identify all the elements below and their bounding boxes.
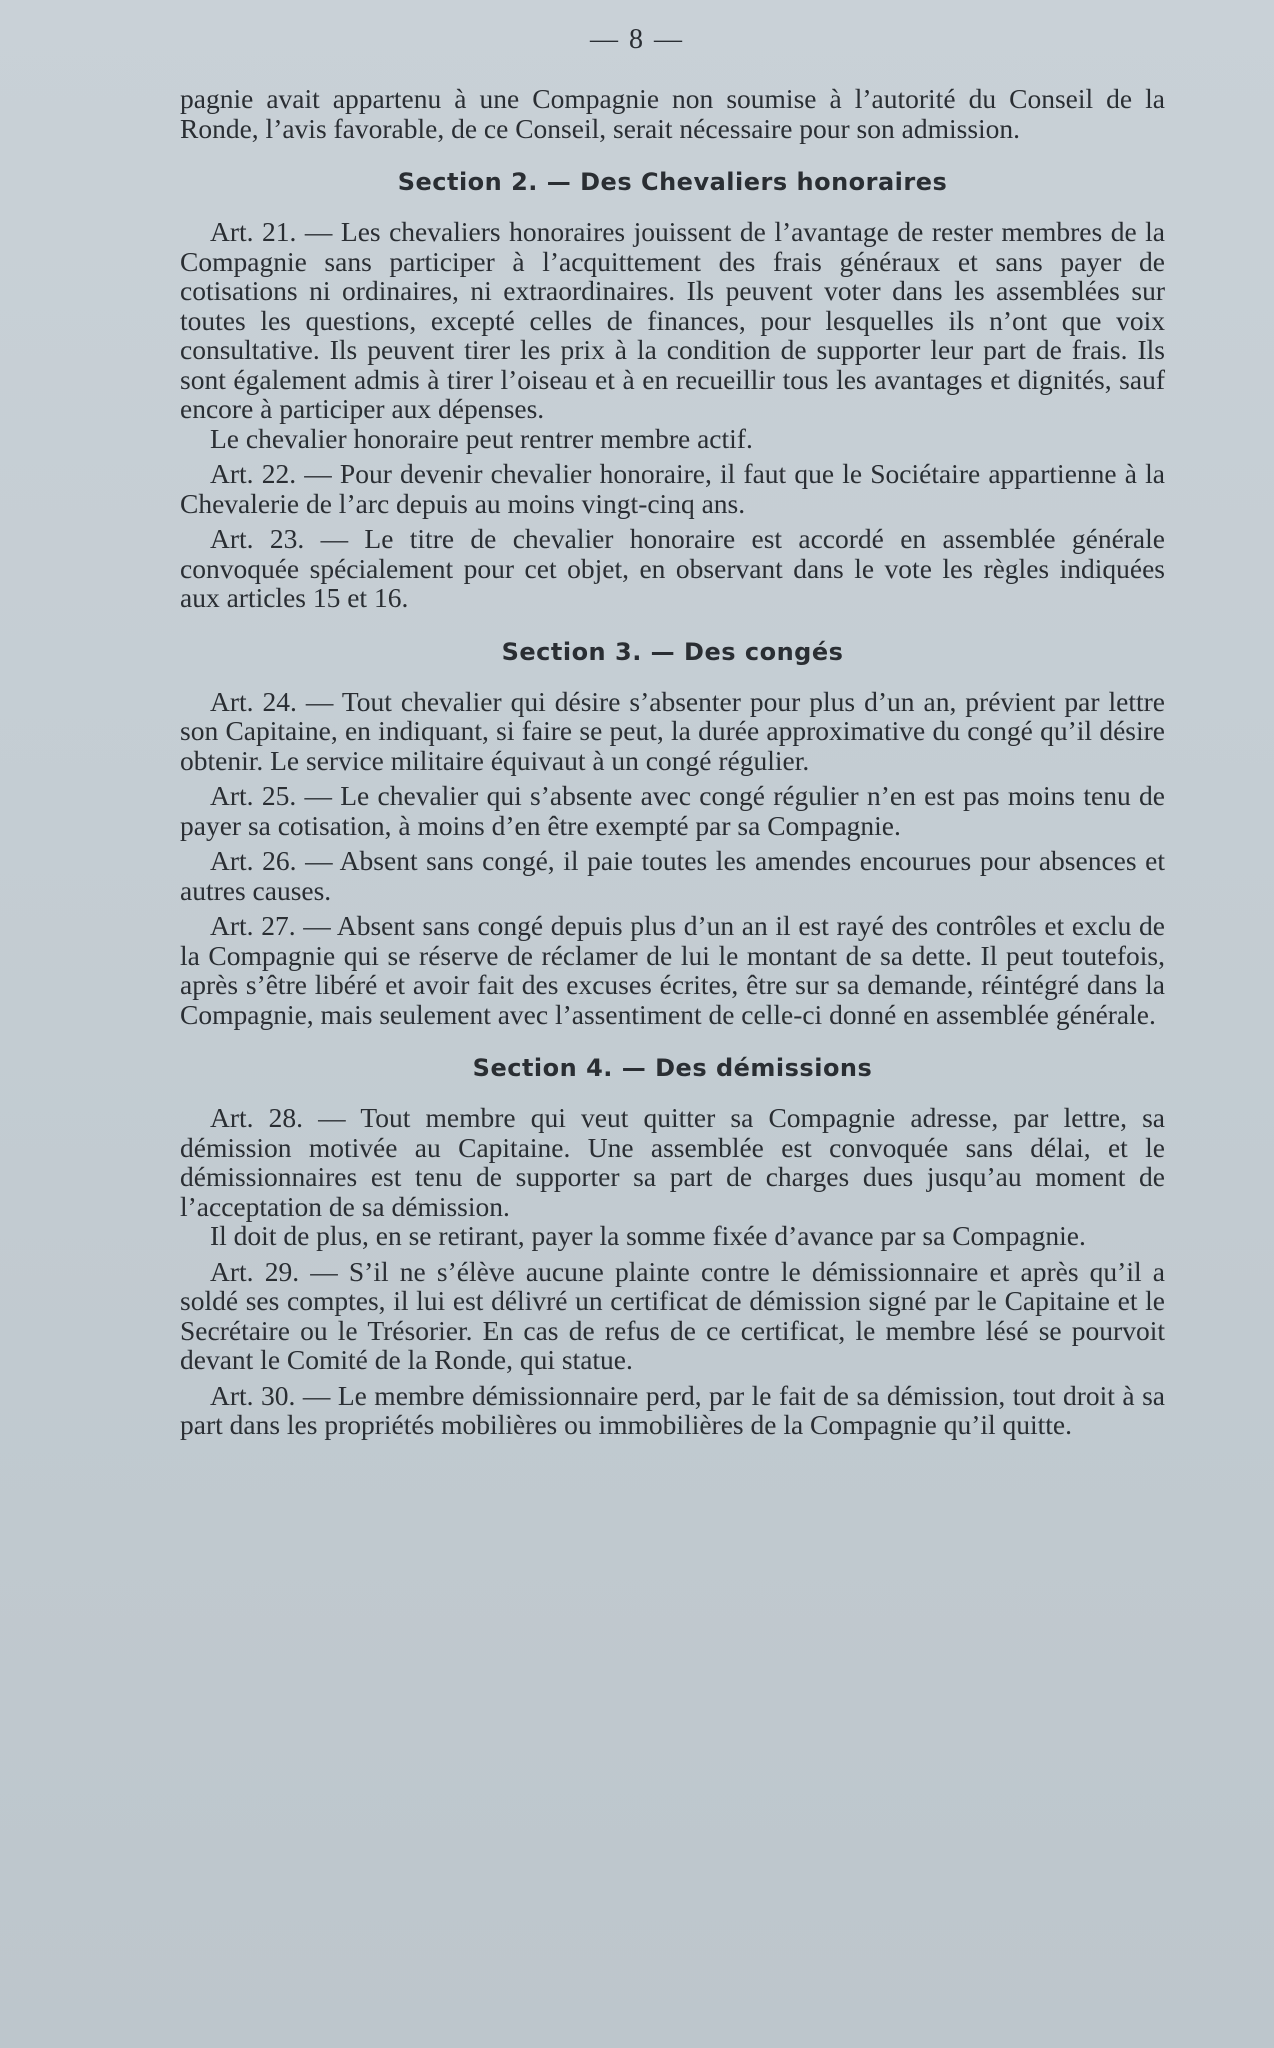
- section-3-title: Section 3. — Des congés: [501, 637, 844, 666]
- article-27: Art. 27. — Absent sans congé depuis plus d’un an il est rayé des contrôles et exclu de la Compagnie qui se réserve de réclamer de lui le montant de sa dette. Il peut toutefois, après s’être libéré et avoir fait des excuses écrites, être sur sa demande, réintégré dans la Compagnie, mais seulement avec l’assentiment de celle-ci donné en assemblée générale.: [180, 910, 1165, 1030]
- article-22: Art. 22. — Pour devenir chevalier honoraire, il faut que le Sociétaire appartienne à la Chevalerie de l’arc depuis au moins vingt-cinq ans.: [180, 458, 1165, 519]
- article-28-note: Il doit de plus, en se retirant, payer la somme fixée d’avance par sa Compagnie.: [210, 1220, 1086, 1251]
- article-24: Art. 24. — Tout chevalier qui désire s’absenter pour plus d’un an, prévient par lettre son Capitaine, en indiquant, si faire se peut, la durée approximative du congé qu’il désire obtenir. Le service militaire équivaut à un congé régulier.: [180, 685, 1165, 776]
- article-26: Art. 26. — Absent sans congé, il paie toutes les amendes encourues pour absences et autres causes.: [180, 845, 1165, 906]
- document-body: [180, 84, 1165, 1440]
- section-2-title: Section 2. — Des Chevaliers honoraires: [397, 168, 948, 196]
- article-28: Art. 28. — Tout membre qui veut quitter sa Compagnie adresse, par lettre, sa démission motivée au Capitaine. Une assemblée est convoquée sans délai, et le démissionnaires est tenu de supporter sa part de charges dues jusqu’au moment de l’acceptation de sa démission.: [180, 1102, 1165, 1222]
- article-29: Art. 29. — S’il ne s’élève aucune plainte contre le démissionnaire et après qu’il a soldé ses comptes, il lui est délivré un certificat de démission signé par le Capitaine et le Secrétaire ou le Trésorier. En cas de refus de ce certificat, le membre lésé se pourvoit devant le Comité de la Ronde, qui statue.: [180, 1255, 1165, 1375]
- article-25: Art. 25. — Le chevalier qui s’absente avec congé régulier n’en est pas moins tenu de payer sa cotisation, à moins d’en être exempté par sa Compagnie.: [180, 780, 1165, 841]
- article-21-note: Le chevalier honoraire peut rentrer membre actif.: [210, 422, 753, 454]
- article-21: Art. 21. — Les chevaliers honoraires jouissent de l’avantage de rester membres de la Compagnie sans participer à l’acquittement des frais généraux et sans payer de cotisations ni ordinaires, ni extraordinaires. Ils peuvent voter dans les assemblées sur toutes les questions, excepté celles de finances, pour lesquelles ils n’ont que voix consultative. Ils peuvent tirer les prix à la condition de supporter leur part de frais. Ils sont également admis à tirer l’oiseau et à en recueillir tous les avantages et dignités, sauf encore à participer aux dépenses.: [180, 216, 1165, 424]
- article-30: Art. 30. — Le membre démissionnaire perd, par le fait de sa démission, tout droit à sa part dans les propriétés mobilières ou immobilières de la Compagnie qu’il quitte.: [180, 1379, 1165, 1440]
- intro-paragraph: pagnie avait appartenu à une Compagnie non soumise à l’autorité du Conseil de la Ronde, l’avis favorable, de ce Conseil, serait nécessaire pour son admission.: [180, 83, 1165, 144]
- article-23: Art. 23. — Le titre de chevalier honoraire est accordé en assemblée générale convoquée spécialement pour cet objet, en observant dans le vote les règles indiquées aux articles 15 et 16.: [180, 523, 1165, 613]
- section-4-title: Section 4. — Des démissions: [472, 1054, 873, 1082]
- page-number: — 8 —: [590, 24, 684, 55]
